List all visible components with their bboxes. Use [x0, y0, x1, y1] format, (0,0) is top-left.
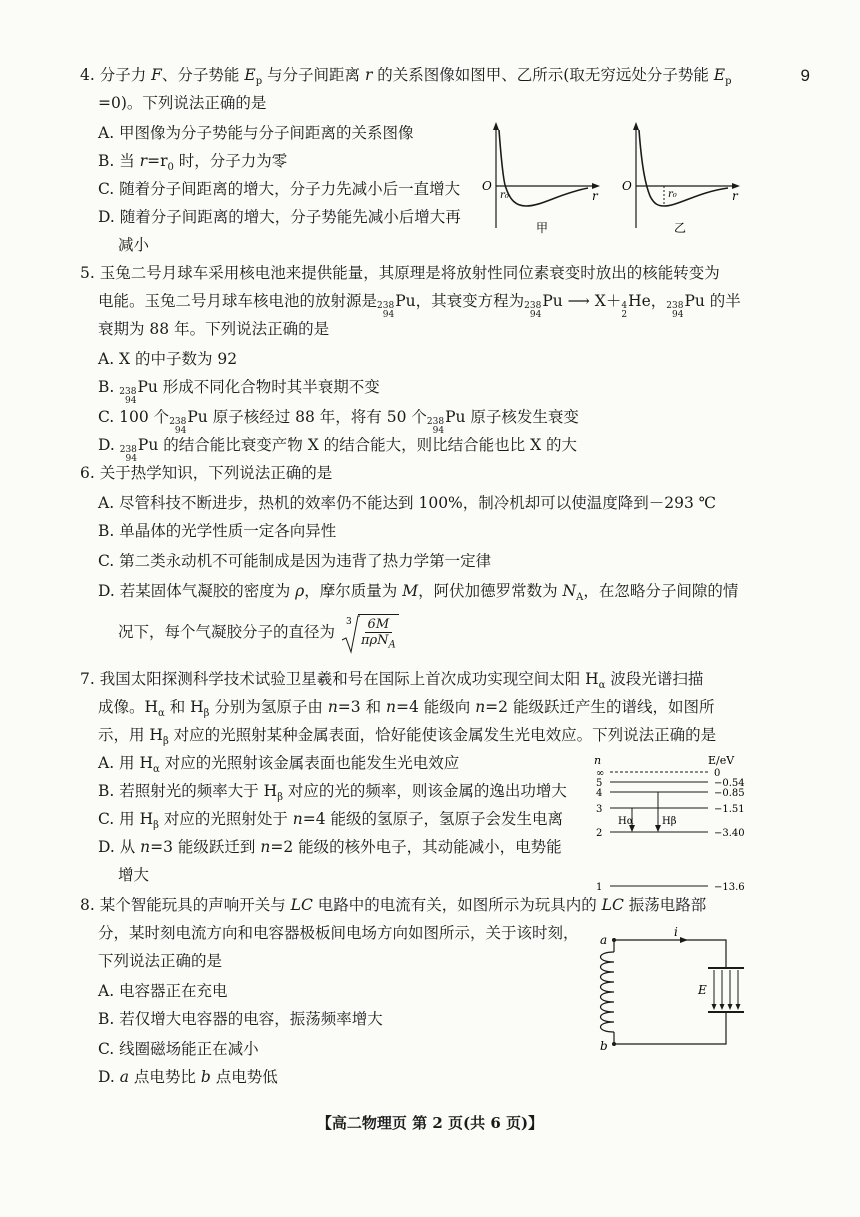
q7-option-d-cont: 增大: [118, 866, 150, 884]
q5-option-a: A. X 的中子数为 92: [98, 350, 238, 368]
fig-jia-r-axis: r: [592, 189, 598, 203]
energy-level-value: −0.54: [714, 778, 745, 789]
energy-level-n: 5: [596, 778, 603, 789]
q8-option-c: C. 线圈磁场能正在减小: [98, 1040, 259, 1058]
fig-yi-origin: O: [622, 179, 632, 193]
q5-stem-line1: 5. 玉兔二号月球车采用核电池来提供能量，其原理是将放射性同位素衰变时放出的核能转变为: [80, 264, 720, 282]
q6-option-a: A. 尽管科技不断进步，热机的效率仍不能达到 100%，制冷机却可以使温度降到－293 ℃: [98, 494, 717, 512]
q7-option-a: A. 用 $H_\alpha$ 对应的光照射该金属表面也能发生光电效应: [98, 754, 460, 776]
energy-level-n: 2: [596, 828, 603, 839]
q4-figure-yi: [618, 120, 743, 235]
fig-current-label: i: [674, 925, 678, 939]
q8-option-a: A. 电容器正在充电: [98, 982, 228, 1000]
q7-stem-line2: 成像。$H_\alpha$ 和 $H_\beta$ 分别为氢原子由 n=3 和 n=4 能级向 n=2 能级跃迁产生的谱线，如图所: [98, 698, 715, 720]
q5-stem-line3: 衰期为 88 年。下列说法正确的是: [98, 320, 330, 338]
q4-option-a: A. 甲图像为分子势能与分子间距离的关系图像: [98, 124, 414, 142]
fig-yi-r-axis: r: [732, 189, 738, 203]
q5-option-d: D. 238 94 Pu 的结合能比衰变产物 X 的结合能大，则比结合能也比 X 的大: [98, 436, 578, 464]
q5-stem-line2: 电能。玉兔二号月球车核电池的放射源是 238 94 Pu，其衰变方程为 238 94 Pu ⟶ X＋ 4 2 He， 238 94 Pu 的半: [98, 292, 741, 320]
q8-stem-line2: 分，某时刻电流方向和电容器极板间电场方向如图所示，关于该时刻，: [98, 924, 579, 942]
energy-level-n: 1: [596, 882, 603, 893]
fig-jia-r0: r₀: [500, 190, 509, 201]
energy-level-n: 4: [596, 788, 603, 799]
radical-sign: [340, 614, 360, 654]
q6-option-d-cont: 况下，每个气凝胶分子的直径为 3 $\frac{6M}{\pi\rho N_A}$: [118, 612, 399, 654]
q4-stem: 4. 分子力 F、分子势能 $E_p$ 与分子间距离 r 的关系图像如图甲、乙所示(取无穷远处分子势能 $E_p$: [80, 66, 732, 88]
fig-h-alpha: Hα: [618, 816, 634, 827]
fig-n-label: n: [594, 754, 602, 767]
q6-option-b: B. 单晶体的光学性质一定各向异性: [98, 522, 337, 540]
q7-energy-level-diagram: [588, 748, 768, 898]
page-footer: 【高二物理页 第 2 页(共 6 页)】: [316, 1114, 544, 1132]
energy-level-value: −13.6: [714, 882, 745, 893]
field-arrow: [728, 1004, 733, 1010]
q4-option-b: B. 当 $r=r_0$ 时，分子力为零: [98, 152, 288, 174]
field-arrow: [736, 1004, 741, 1010]
q4-figure-jia: [478, 120, 603, 235]
fig-jia-origin: O: [482, 179, 492, 193]
q8-stem-line1: 8. 某个智能玩具的声响开关与 LC 电路中的电流有关，如图所示为玩具内的 LC 振荡电路部: [80, 896, 707, 914]
energy-level-n: 3: [596, 804, 603, 815]
fig-point-a: a: [600, 933, 608, 947]
q4-option-c: C. 随着分子间距离的增大，分子力先减小后一直增大: [98, 180, 461, 198]
q4-stem-line2: =0)。下列说法正确的是: [98, 94, 267, 112]
field-arrow: [712, 1004, 717, 1010]
q6-option-d: D. 若某固体气凝胶的密度为 ρ，摩尔质量为 M，阿伏加德罗常数为 $N_A$，在忽略分子间隙的情: [98, 582, 739, 604]
fig-yi-r0: r₀: [668, 189, 677, 200]
cube-root-expression: 3 $\frac{6M}{\pi\rho N_A}$: [340, 613, 399, 654]
fig-jia-label: 甲: [536, 221, 549, 235]
q4-option-d: D. 随着分子间距离的增大，分子势能先减小后增大再: [98, 208, 461, 226]
fig-e-label: E/eV: [708, 754, 735, 767]
page-number: 9: [800, 66, 810, 85]
q5-option-b: B. 238 94 Pu 形成不同化合物时其半衰期不变: [98, 378, 380, 406]
energy-level-value: −0.85: [714, 788, 745, 799]
q7-stem-line3: 示，用 $H_\beta$ 对应的光照射某种金属表面，恰好能使该金属发生光电效应。下列说法正确的是: [98, 726, 717, 748]
q4-option-d-cont: 减小: [118, 236, 150, 254]
fig-yi-label: 乙: [674, 221, 687, 235]
fig-point-b: b: [600, 1039, 608, 1053]
q5-option-c: C. 100 个 238 94 Pu 原子核经过 88 年，将有 50 个 238 94 Pu 原子核发生衰变: [98, 408, 579, 436]
energy-level-n: ∞: [596, 768, 605, 779]
energy-level-value: −3.40: [714, 828, 745, 839]
q8-stem-line3: 下列说法正确的是: [98, 952, 223, 970]
svg-text:3: 3: [345, 616, 352, 627]
fig-field-label: E: [698, 983, 707, 997]
q8-option-d: D. a 点电势比 b 点电势低: [98, 1068, 278, 1086]
energy-level-value: −1.51: [714, 804, 745, 815]
q7-option-d: D. 从 n=3 能级跃迁到 n=2 能级的核外电子，其动能减小，电势能: [98, 838, 562, 856]
q7-option-c: C. 用 $H_\beta$ 对应的光照射处于 n=4 能级的氢原子，氢原子会发生电离: [98, 810, 564, 832]
q8-option-b: B. 若仅增大电容器的电容，振荡频率增大: [98, 1010, 383, 1028]
q7-option-b: B. 若照射光的频率大于 $H_\beta$ 对应的光的频率，则该金属的逸出功增大: [98, 782, 567, 804]
q6-stem: 6. 关于热学知识，下列说法正确的是: [80, 464, 333, 482]
field-arrow: [720, 1004, 725, 1010]
q7-stem-line1: 7. 我国太阳探测科学技术试验卫星羲和号在国际上首次成功实现空间太阳 $H_\alpha$ 波段光谱扫描: [80, 670, 704, 692]
fig-h-beta: Hβ: [662, 816, 677, 827]
q8-lc-circuit-diagram: [590, 922, 760, 1058]
energy-level-value: 0: [714, 768, 721, 779]
q6-option-c: C. 第二类永动机不可能制成是因为违背了热力学第一定律: [98, 552, 492, 570]
